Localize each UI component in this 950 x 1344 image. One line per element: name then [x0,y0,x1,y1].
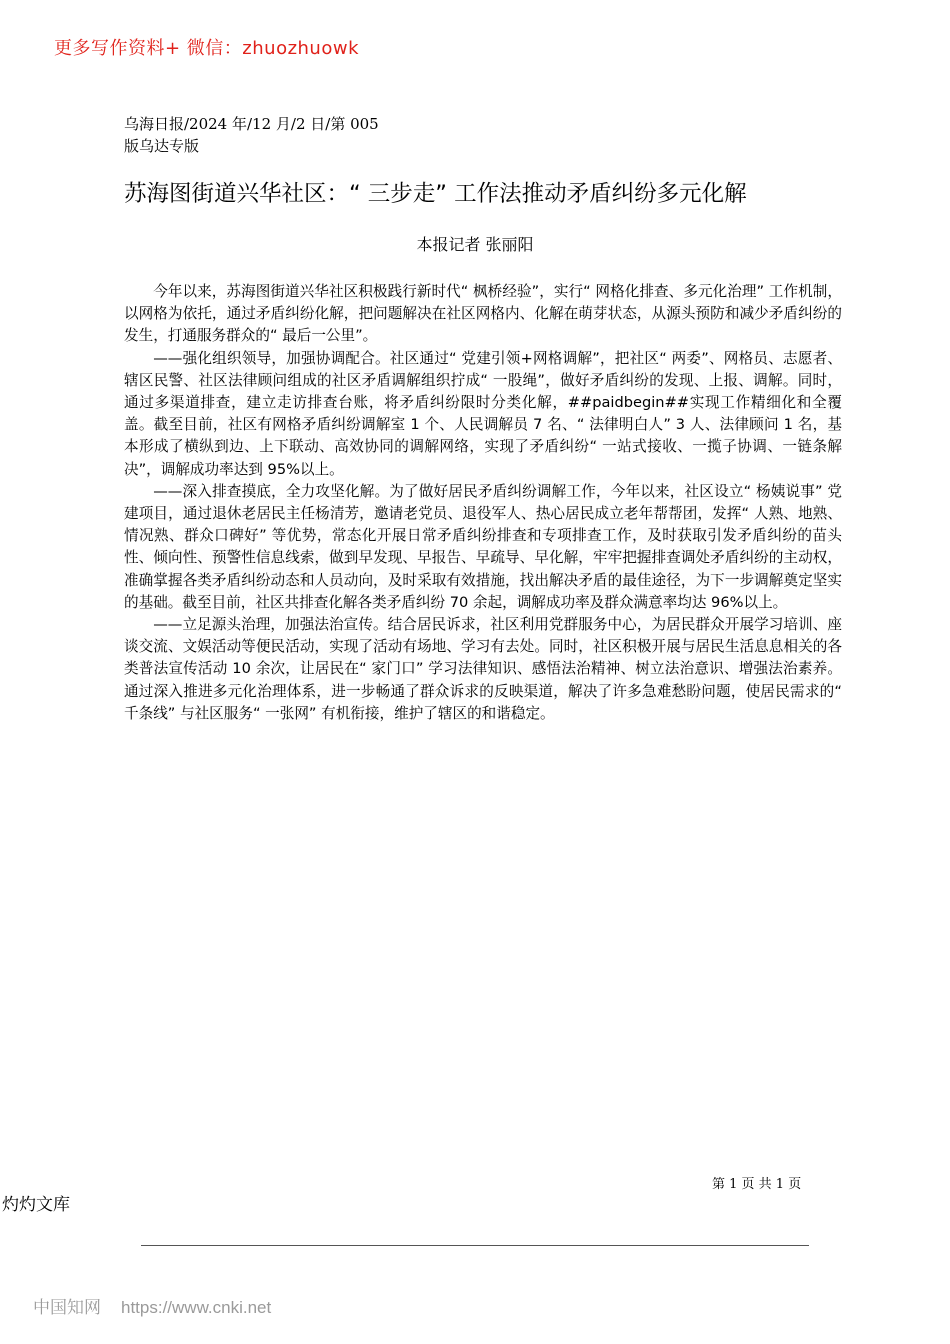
body-paragraph: ——强化组织领导，加强协调配合。社区通过“ 党建引领+网格调解”，把社区“ 两委”、网格员、志愿者、辖区民警、社区法律顾问组成的社区矛盾调解组织拧成“ 一股绳”，做好矛盾纠纷的发现、上报、调解。同时，通过多渠道排查，建立走访排查台账，将矛盾纠纷限时分类化解，##paidbegin##实现工作精细化和全覆盖。截至目前，社区有网格矛盾纠纷调解室 1 个、人民调解员 7 名、“ 法律明白人” 3 人、法律顾问 1 名，基本形成了横纵到边、上下联动、高效协同的调解网络，实现了矛盾纠纷“ 一站式接收、一揽子协调、一链条解决”，调解成功率达到 95%以上。 [124,349,842,478]
library-label: 灼灼文库 [2,1195,70,1215]
watermark-site: 中国知网 [33,1298,101,1318]
body-paragraph: 今年以来，苏海图街道兴华社区积极践行新时代“ 枫桥经验”，实行“ 网格化排查、多元化治理” 工作机制，以网格为依托，通过矛盾纠纷化解，把问题解决在社区网格内、化解在萌芽状态，从源头预防和减少矛盾纠纷的发生，打通服务群众的“ 最后一公里”。 [124,283,842,345]
article-byline: 本报记者 张丽阳 [416,235,534,254]
source-citation [124,113,379,157]
footer-divider [141,1245,809,1246]
page-number: 第 1 页 共 1 页 [712,1177,802,1192]
source-line-1: 乌海日报/2024 年/12 月/2 日/第 005 [124,115,379,133]
body-paragraph: ——立足源头治理，加强法治宣传。结合居民诉求，社区利用党群服务中心，为居民群众开展学习培训、座谈交流、文娱活动等便民活动，实现了活动有场地、学习有去处。同时，社区积极开展与居民生活息息相关的各类普法宣传活动 10 余次，让居民在“ 家门口” 学习法律知识、感悟法治精神、树立法治意识、增强法治素养。通过深入推进多元化治理体系，进一步畅通了群众诉求的反映渠道，解决了许多急难愁盼问题，使居民需求的“ 千条线” 与社区服务“ 一张网” 有机衔接，维护了辖区的和谐稳定。 [124,616,842,722]
source-line-2: 版乌达专版 [124,137,200,155]
article-body [124,281,842,725]
body-paragraph: ——深入排查摸底，全力攻坚化解。为了做好居民矛盾纠纷调解工作，今年以来，社区设立“ 杨姨说事” 党建项目，通过退休老居民主任杨清芳，邀请老党员、退役军人、热心居民成立老年帮帮团，发挥“ 人熟、地熟、情况熟、群众口碑好” 等优势，常态化开展日常矛盾纠纷排查和专项排查工作，及时获取引发矛盾纠纷的苗头性、倾向性、预警性信息线索，做到早发现、早报告、早疏导、早化解，牢牢把握排查调处矛盾纠纷的主动权，准确掌握各类矛盾纠纷动态和人员动向，及时采取有效措施，找出解决矛盾的最佳途径，为下一步调解奠定坚实的基础。截至目前，社区共排查化解各类矛盾纠纷 70 余起，调解成功率及群众满意率均达 96%以上。 [124,482,842,611]
promo-banner: 更多写作资料+ 微信：zhuozhuowk [54,38,360,59]
article-title: 苏海图街道兴华社区：“ 三步走” 工作法推动矛盾纠纷多元化解 [124,181,747,207]
cnki-watermark [33,1293,271,1318]
watermark-url[interactable]: https://www.cnki.net [121,1298,272,1317]
